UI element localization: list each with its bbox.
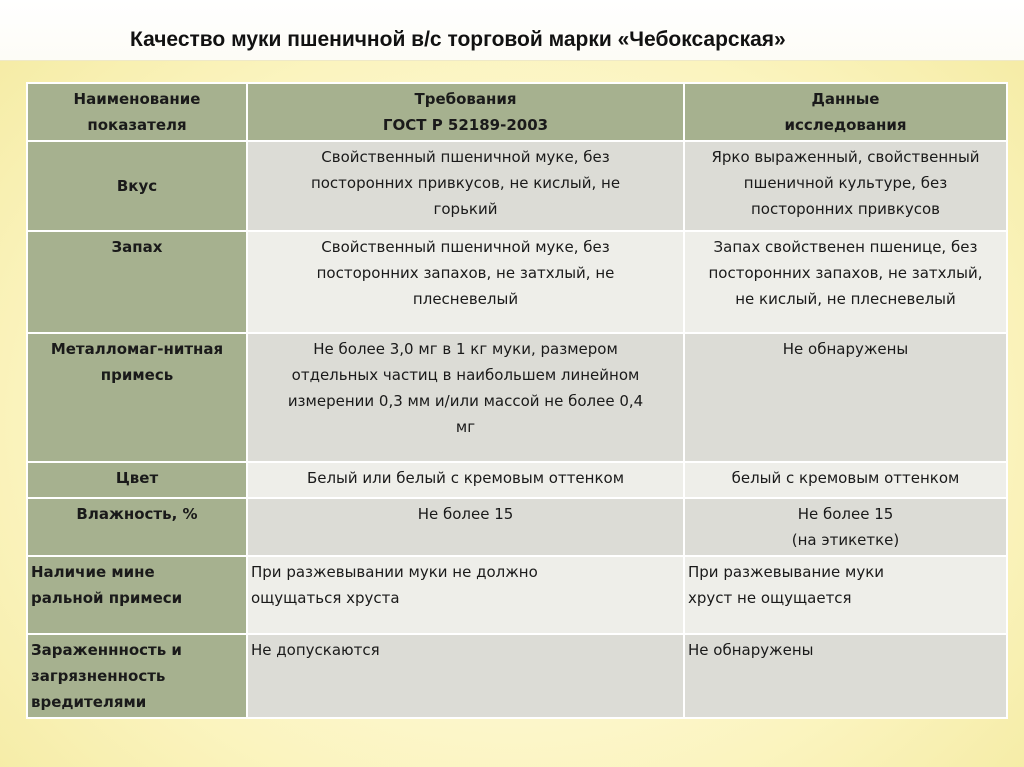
table-row	[27, 141, 1007, 231]
cell-requirement: При разжевывании муки не должно ощущаться хруста	[247, 556, 684, 634]
cell-research-data: Не более 15 (на этикетке)	[684, 498, 1007, 556]
row-label-metal-impurity: Металломаг-нитная примесь	[27, 333, 247, 462]
header-indicator: Наименование показателя	[27, 83, 247, 141]
row-label-taste: Вкус	[27, 141, 247, 231]
cell-requirement: Свойственный пшеничной муке, без посторонних привкусов, не кислый, не горький	[247, 141, 684, 231]
header-requirements: Требования ГОСТ Р 52189-2003	[247, 83, 684, 141]
table-row	[27, 333, 1007, 462]
cell-requirement: Свойственный пшеничной муке, без посторонних запахов, не затхлый, не плесневелый	[247, 231, 684, 333]
cell-research-data: Ярко выраженный, свойственный пшеничной культуре, без посторонних привкусов	[684, 141, 1007, 231]
cell-research-data: белый с кремовым оттенком	[684, 462, 1007, 498]
slide-title: Качество муки пшеничной в/с торговой марки «Чебоксарская»	[130, 28, 786, 51]
row-label-color: Цвет	[27, 462, 247, 498]
cell-research-data: Не обнаружены	[684, 634, 1007, 718]
quality-table	[26, 82, 1008, 719]
header-research-data: Данные исследования	[684, 83, 1007, 141]
cell-requirement: Не более 15	[247, 498, 684, 556]
table-row	[27, 634, 1007, 718]
row-label-smell: Запах	[27, 231, 247, 333]
table-row	[27, 498, 1007, 556]
cell-research-data: Не обнаружены	[684, 333, 1007, 462]
cell-requirement: Белый или белый с кремовым оттенком	[247, 462, 684, 498]
row-label-moisture: Влажность, %	[27, 498, 247, 556]
cell-research-data: При разжевывание муки хруст не ощущается	[684, 556, 1007, 634]
row-label-mineral-impurity: Наличие мине ральной примеси	[27, 556, 247, 634]
cell-requirement: Не более 3,0 мг в 1 кг муки, размером отдельных частиц в наибольшем линейном измерении 0,3 мм и/или массой не более 0,4 мг	[247, 333, 684, 462]
table-row	[27, 231, 1007, 333]
table-header-row	[27, 83, 1007, 141]
table-row	[27, 462, 1007, 498]
row-label-infestation: Зараженнность и загрязненность вредителями	[27, 634, 247, 718]
cell-requirement: Не допускаются	[247, 634, 684, 718]
table-row	[27, 556, 1007, 634]
cell-research-data: Запах свойственен пшенице, без посторонних запахов, не затхлый, не кислый, не плесневелый	[684, 231, 1007, 333]
